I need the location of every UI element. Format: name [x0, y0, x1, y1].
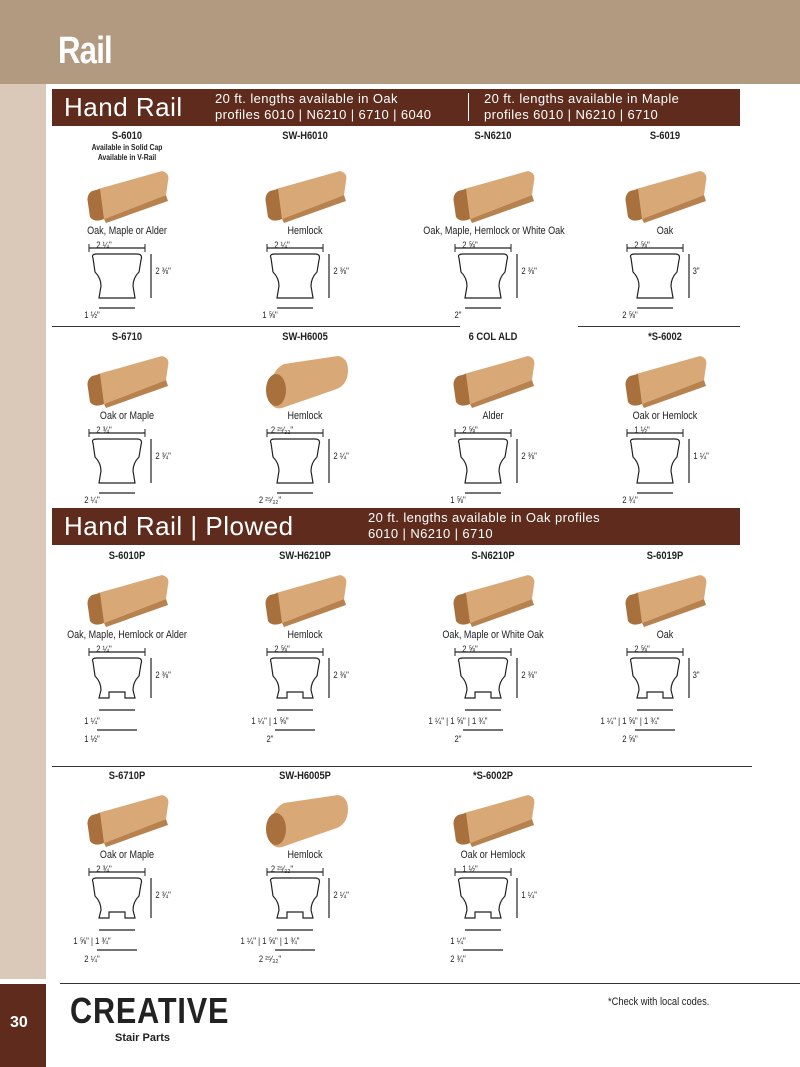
dimension-width: 2 ¼"	[96, 240, 112, 250]
product-cell	[580, 550, 750, 746]
product-cell	[42, 770, 212, 966]
creative-logo	[70, 990, 257, 1044]
dimension-height: 2 ⅜"	[521, 670, 537, 680]
maple-lengths-note-line2: profiles 6010 | N6210 | 6710	[484, 107, 659, 122]
hand-rail-title: Hand Rail	[64, 92, 183, 122]
page-number-box	[0, 984, 46, 1067]
rail-photo	[82, 350, 172, 410]
rail-photo	[448, 789, 538, 849]
plowed-lengths-note-line1: 20 ft. lengths available in Oak profiles	[368, 510, 601, 525]
hand-rail-plowed-banner	[52, 508, 740, 545]
product-cell	[408, 770, 578, 966]
profile-drawing	[245, 866, 365, 966]
rail-photo	[82, 569, 172, 629]
product-code: S-6710	[111, 331, 143, 343]
wood-species: Hemlock	[287, 410, 323, 422]
row-divider-plowed	[52, 766, 752, 767]
dimension-width: 2 ¾"	[96, 864, 112, 874]
product-code: SW-H6005	[282, 331, 328, 343]
rail-photo	[82, 165, 172, 225]
product-cell	[408, 550, 578, 746]
dimension-height: 2 ¼"	[333, 890, 349, 900]
rail-photo	[620, 165, 710, 225]
product-code: SW-H6010	[282, 130, 328, 142]
product-code: SW-H6005P	[279, 770, 331, 782]
product-code: *S-6002	[648, 331, 682, 343]
dimension-height: 2 ¾"	[155, 890, 171, 900]
wood-species: Oak or Hemlock	[460, 849, 526, 861]
product-cell	[220, 770, 390, 966]
dimension-base: 2 ⅝"	[622, 310, 638, 320]
profile-drawing	[605, 646, 725, 746]
dimension-height: 2 ⅜"	[155, 670, 171, 680]
hand-rail-banner	[52, 89, 740, 126]
dimension-width: 2 ⅝"	[462, 644, 478, 654]
dimension-base: 2 ²⁵⁄₃₂"	[258, 495, 282, 505]
page-header-band	[0, 0, 800, 84]
dimension-height: 3"	[692, 266, 700, 276]
dimension-base: 2 ¼"	[84, 495, 100, 505]
dimension-width: 2 ²⁵⁄₃₂"	[270, 425, 294, 435]
product-cell	[408, 331, 578, 505]
codes-footnote: *Check with local codes.	[608, 996, 710, 1008]
dimension-width: 2 ¾"	[96, 425, 112, 435]
profile-drawing	[433, 866, 553, 966]
product-code: *S-6002P	[472, 770, 514, 782]
dimension-height: 2 ⅜"	[333, 670, 349, 680]
profile-drawing	[245, 646, 365, 746]
profile-drawing	[433, 646, 553, 746]
product-code: S-6010	[111, 130, 143, 142]
dimension-height: 1 ¼"	[693, 451, 709, 461]
dimension-height: 2 ⅜"	[521, 266, 537, 276]
logo-wordmark: CREATIVE	[70, 990, 230, 1031]
profile-drawing	[245, 242, 365, 314]
dimension-height: 3"	[692, 670, 700, 680]
product-cell	[42, 331, 212, 505]
banner-divider	[468, 93, 469, 121]
dimension-width: 2 ⅝"	[274, 644, 290, 654]
dimension-width: 2 ²⁵⁄₃₂"	[270, 864, 294, 874]
product-cell	[220, 550, 390, 746]
wood-species: Oak	[656, 225, 674, 237]
product-availability-note: Available in Solid Cap	[91, 143, 163, 152]
rail-photo	[260, 569, 350, 629]
profile-drawing	[67, 646, 187, 746]
profile-drawing	[245, 427, 365, 499]
rail-photo	[620, 569, 710, 629]
row-divider-left	[52, 326, 460, 327]
dimension-base-overall: 2"	[266, 734, 274, 744]
profile-drawing	[433, 427, 553, 499]
rail-photo	[448, 165, 538, 225]
profile-drawing	[605, 242, 725, 314]
product-code: 6 COL ALD	[468, 331, 518, 343]
wood-species: Hemlock	[287, 629, 323, 641]
dimension-height: 2 ⅜"	[333, 266, 349, 276]
product-code: S-6019P	[646, 550, 684, 562]
wood-species: Oak, Maple or Alder	[87, 225, 167, 237]
page-title: Rail	[58, 30, 112, 72]
dimension-base: 1 ¼" | 1 ⅝" | 1 ¾"	[240, 936, 300, 946]
rail-photo	[82, 789, 172, 849]
product-cell	[42, 550, 212, 746]
dimension-width: 2 ⅝"	[462, 425, 478, 435]
wood-species: Oak or Hemlock	[632, 410, 698, 422]
wood-species: Alder	[482, 410, 504, 422]
dimension-height: 2 ¼"	[333, 451, 349, 461]
product-code: SW-H6210P	[279, 550, 331, 562]
dimension-base: 1 ⅝" | 1 ¾"	[73, 936, 111, 946]
product-code: S-6019	[649, 130, 681, 142]
dimension-base-overall: 2"	[454, 734, 462, 744]
oak-lengths-note-line1: 20 ft. lengths available in Oak	[215, 91, 398, 106]
dimension-height: 2 ⅜"	[155, 266, 171, 276]
maple-lengths-note-line1: 20 ft. lengths available in Maple	[484, 91, 680, 106]
page-number: 30	[10, 1014, 28, 1031]
dimension-width: 2 ¼"	[96, 644, 112, 654]
dimension-base: 1 ⅝"	[450, 495, 466, 505]
dimension-width: 2 ⅝"	[634, 240, 650, 250]
dimension-width: 1 ½"	[634, 425, 650, 435]
dimension-base-overall: 2 ¼"	[84, 954, 100, 964]
dimension-base: 2 ¾"	[622, 495, 638, 505]
dimension-base: 2"	[454, 310, 462, 320]
profile-drawing	[605, 427, 725, 499]
row-divider-right	[578, 326, 740, 327]
product-cell	[220, 331, 390, 505]
dimension-base: 1 ⅝"	[262, 310, 278, 320]
rail-photo	[260, 789, 350, 849]
dimension-width: 1 ½"	[462, 864, 478, 874]
product-cell	[42, 130, 212, 320]
rail-photo	[260, 350, 350, 410]
plowed-lengths-note-line2: 6010 | N6210 | 6710	[368, 526, 493, 541]
rail-photo	[448, 569, 538, 629]
dimension-base: 1 ¼" | 1 ⅝" | 1 ¾"	[428, 716, 488, 726]
wood-species: Oak	[656, 629, 674, 641]
dimension-width: 2 ⅝"	[634, 644, 650, 654]
wood-species: Hemlock	[287, 849, 323, 861]
hand-rail-plowed-title: Hand Rail | Plowed	[64, 511, 294, 541]
rail-photo	[620, 350, 710, 410]
wood-species: Hemlock	[287, 225, 323, 237]
dimension-base-overall: 2 ¾"	[450, 954, 466, 964]
wood-species: Oak, Maple or White Oak	[442, 629, 544, 641]
rail-photo	[260, 165, 350, 225]
product-cell	[408, 130, 578, 320]
profile-drawing	[67, 427, 187, 499]
logo-tagline: Stair Parts	[115, 1032, 171, 1044]
product-code: S-N6210P	[471, 550, 515, 562]
dimension-width: 2 ¼"	[274, 240, 290, 250]
profile-drawing	[433, 242, 553, 314]
dimension-base: 1 ¼" | 1 ⅝" | 1 ¾"	[600, 716, 660, 726]
product-code: S-6710P	[108, 770, 146, 782]
wood-species: Oak or Maple	[99, 410, 155, 422]
dimension-base: 1 ½"	[84, 310, 100, 320]
product-cell	[220, 130, 390, 320]
dimension-width: 2 ⅝"	[462, 240, 478, 250]
wood-species: Oak or Maple	[99, 849, 155, 861]
dimension-height: 2 ¾"	[155, 451, 171, 461]
dimension-base: 1 ¼"	[450, 936, 466, 946]
product-cell	[580, 130, 750, 320]
dimension-base-overall: 2 ⅝"	[622, 734, 638, 744]
rail-photo	[448, 350, 538, 410]
product-code: S-6010P	[108, 550, 146, 562]
product-availability-note: Available in V-Rail	[97, 153, 157, 162]
dimension-height: 2 ⅜"	[521, 451, 537, 461]
profile-drawing	[67, 866, 187, 966]
product-code: S-N6210	[474, 130, 512, 142]
wood-species: Oak, Maple, Hemlock or Alder	[67, 629, 187, 641]
product-cell	[580, 331, 750, 505]
oak-lengths-note-line2: profiles 6010 | N6210 | 6710 | 6040	[215, 107, 432, 122]
dimension-base: 1 ¼"	[84, 716, 100, 726]
wood-species: Oak, Maple, Hemlock or White Oak	[423, 225, 565, 237]
footer-rule	[60, 983, 800, 984]
profile-drawing	[67, 242, 187, 314]
dimension-base-overall: 1 ½"	[84, 734, 100, 744]
left-side-strip	[0, 84, 46, 979]
dimension-base: 1 ¼" | 1 ⅝"	[251, 716, 289, 726]
dimension-base-overall: 2 ²⁵⁄₃₂"	[258, 954, 282, 964]
dimension-height: 1 ¼"	[521, 890, 537, 900]
